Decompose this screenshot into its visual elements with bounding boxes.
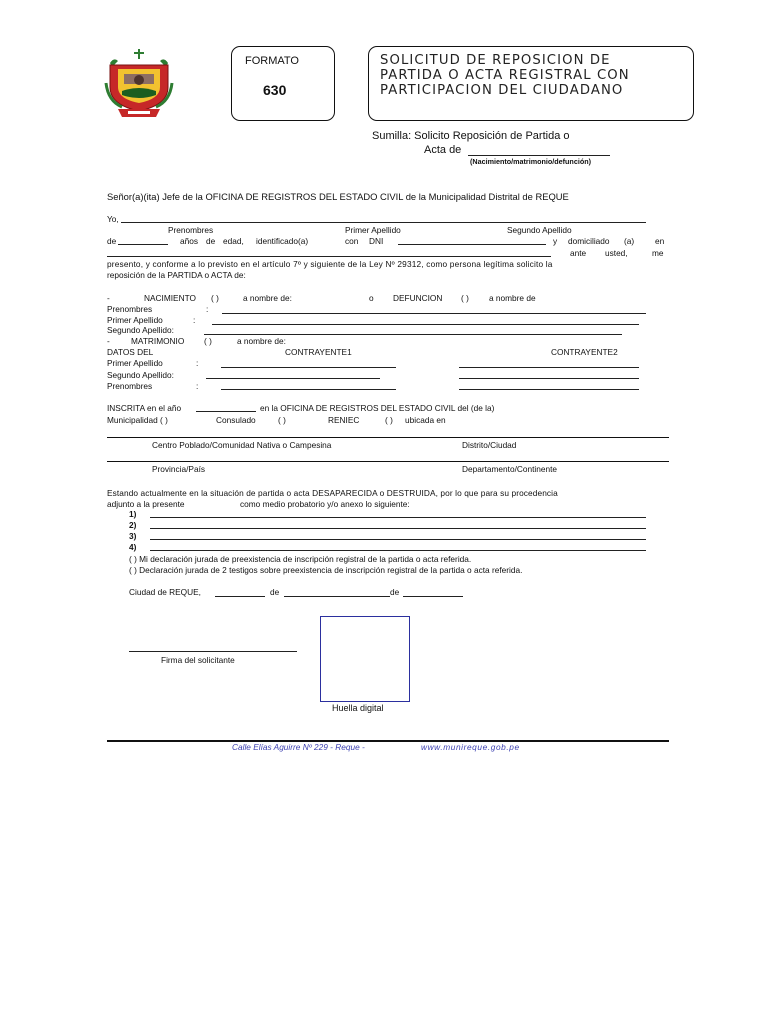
id-domiciliado: domiciliado (568, 236, 610, 246)
inscrita-consulado: Consulado (216, 415, 256, 425)
c2-segundo-field[interactable] (459, 378, 639, 379)
full-name-field[interactable] (121, 222, 646, 223)
nac-prenombres-colon: : (206, 304, 209, 314)
id-usted: usted, (605, 248, 628, 258)
sumilla-note: (Nacimiento/matrimonio/defunción) (470, 157, 591, 166)
label-departamento: Departamento/Continente (462, 464, 558, 474)
title-line-1: SOLICITUD DE REPOSICION DE (380, 53, 611, 68)
ciudad-label: Ciudad de REQUE, (129, 587, 201, 597)
nac-checkbox[interactable]: ( ) (211, 293, 219, 303)
inscrita-reniec: RENIEC (328, 415, 360, 425)
mat-segundo-label: Segundo Apellido: (107, 370, 174, 380)
id-line-4: presento, y conforme a lo previsto en el artículo 7º y siguiente de la Ley Nº 29312, como persona legítima solicito la (107, 259, 553, 269)
formato-label: FORMATO (245, 55, 299, 67)
title-line-2: PARTIDA O ACTA REGISTRAL CON (380, 68, 630, 83)
item-4-field[interactable] (150, 550, 646, 551)
col-segundo-apellido: Segundo Apellido (507, 225, 572, 235)
nac-dash: - (107, 293, 110, 303)
nac-segundo-label: Segundo Apellido: (107, 325, 174, 335)
def-nombre-de: a nombre de (489, 293, 536, 303)
item-2-field[interactable] (150, 528, 646, 529)
huella-label: Huella digital (332, 703, 384, 713)
location-line-1[interactable] (107, 437, 669, 438)
footer-address: Calle Elías Aguirre Nº 229 - Reque - (232, 742, 365, 752)
situacion-line-2b: como medio probatorio y/o anexo lo siguiente: (240, 499, 410, 509)
firma-line[interactable] (129, 651, 297, 652)
age-field[interactable] (118, 244, 168, 245)
fecha-mes-field[interactable] (284, 596, 390, 597)
situacion-line-1: Estando actualmente en la situación de partida o acta DESAPARECIDA o DESTRUIDA, por lo que para su procedencia (107, 488, 558, 498)
item-3-field[interactable] (150, 539, 646, 540)
item-1-field[interactable] (150, 517, 646, 518)
fecha-anio-field[interactable] (403, 596, 463, 597)
inscrita-oficina: en la OFICINA DE REGISTROS DEL ESTADO CIVIL del (de la) (260, 403, 495, 413)
inscrita-year-field[interactable] (196, 411, 256, 412)
fecha-de-2: de (390, 587, 400, 597)
col-prenombres: Prenombres (168, 225, 214, 235)
col-primer-apellido: Primer Apellido (345, 225, 401, 235)
inscrita-ubicada: ubicada en (405, 415, 446, 425)
id-dni: DNI (369, 236, 384, 246)
nac-primer-label: Primer Apellido (107, 315, 163, 325)
id-con: con (345, 236, 359, 246)
id-y: y (553, 236, 558, 246)
nac-prenombres-label: Prenombres (107, 304, 153, 314)
id-de: de (107, 236, 117, 246)
municipal-coat-of-arms-logo (104, 47, 174, 119)
def-label: DEFUNCION (393, 293, 443, 303)
inscrita-consulado-check[interactable]: ( ) (278, 415, 286, 425)
huella-box[interactable] (320, 616, 410, 702)
addressee: Señor(a)(ita) Jefe de la OFICINA DE REGISTROS DEL ESTADO CIVIL de la Municipalidad Distrital de REQUE (107, 191, 569, 202)
mat-contrayente2: CONTRAYENTE2 (551, 347, 618, 357)
firma-label: Firma del solicitante (161, 655, 235, 665)
item-2-label: 2) (129, 520, 137, 530)
mat-checkbox[interactable]: ( ) (204, 336, 212, 346)
label-centro-poblado: Centro Poblado/Comunidad Nativa o Campesina (152, 440, 332, 450)
label-provincia: Provincia/País (152, 464, 206, 474)
location-line-2[interactable] (107, 461, 669, 462)
mat-label: MATRIMONIO (131, 336, 185, 346)
declaracion-jurada-propia[interactable]: ( ) Mi declaración jurada de preexistencia de inscripción registral de la partida o acta referida. (129, 554, 472, 564)
id-ante: ante (570, 248, 587, 258)
id-edad: edad, (223, 236, 244, 246)
nac-primer-field[interactable] (212, 324, 639, 325)
fecha-dia-field[interactable] (215, 596, 265, 597)
c1-segundo-field[interactable] (206, 378, 380, 379)
nac-o: o (369, 293, 374, 303)
item-3-label: 3) (129, 531, 137, 541)
c2-prenombres-field[interactable] (459, 389, 639, 390)
formato-number: 630 (263, 82, 287, 98)
address-field[interactable] (107, 256, 551, 257)
situacion-line-2a: adjunto a la presente (107, 499, 185, 509)
nac-label: NACIMIENTO (144, 293, 196, 303)
mat-primer-label: Primer Apellido (107, 358, 163, 368)
inscrita-label: INSCRITA en el año (107, 403, 182, 413)
inscrita-reniec-check[interactable]: ( ) (385, 415, 393, 425)
c1-primer-field[interactable] (221, 367, 396, 368)
mat-nombre-de: a nombre de: (237, 336, 286, 346)
sumilla-line-1: Sumilla: Solicito Reposición de Partida o (372, 130, 570, 142)
inscrita-municipalidad[interactable]: Municipalidad ( ) (107, 415, 168, 425)
id-en: en (655, 236, 665, 246)
def-checkbox[interactable]: ( ) (461, 293, 469, 303)
dni-field[interactable] (398, 244, 546, 245)
acta-de-field[interactable] (468, 155, 610, 156)
id-a: (a) (624, 236, 635, 246)
c2-primer-field[interactable] (459, 367, 639, 368)
id-de2: de (206, 236, 216, 246)
footer-rule (107, 740, 669, 742)
c1-prenombres-field[interactable] (221, 389, 396, 390)
footer-website-link[interactable]: www.munireque.gob.pe (421, 742, 520, 752)
mat-dash: - (107, 336, 110, 346)
nac-primer-colon: : (193, 315, 196, 325)
mat-prenombres-colon: : (196, 381, 199, 391)
mat-prenombres-label: Prenombres (107, 381, 153, 391)
nac-segundo-field[interactable] (204, 334, 622, 335)
fecha-de-1: de (270, 587, 280, 597)
id-me: me (652, 248, 664, 258)
item-4-label: 4) (129, 542, 137, 552)
id-anos: años (180, 236, 198, 246)
title-line-3: PARTICIPACION DEL CIUDADANO (380, 83, 624, 98)
sumilla-line-2: Acta de (424, 144, 462, 156)
yo-label: Yo, (107, 214, 119, 224)
mat-datos-del: DATOS DEL (107, 347, 154, 357)
mat-contrayente1: CONTRAYENTE1 (285, 347, 352, 357)
document-title (380, 53, 630, 98)
item-1-label: 1) (129, 509, 137, 519)
declaracion-jurada-testigos[interactable]: ( ) Declaración jurada de 2 testigos sobre preexistencia de inscripción registral de la partida o acta referida. (129, 565, 523, 575)
mat-primer-colon: : (196, 358, 199, 368)
id-identificado: identificado(a) (256, 236, 309, 246)
nac-nombre-de: a nombre de: (243, 293, 292, 303)
label-distrito: Distrito/Ciudad (462, 440, 517, 450)
nac-prenombres-field[interactable] (222, 313, 646, 314)
id-line-5: reposición de la PARTIDA o ACTA de: (107, 270, 246, 280)
